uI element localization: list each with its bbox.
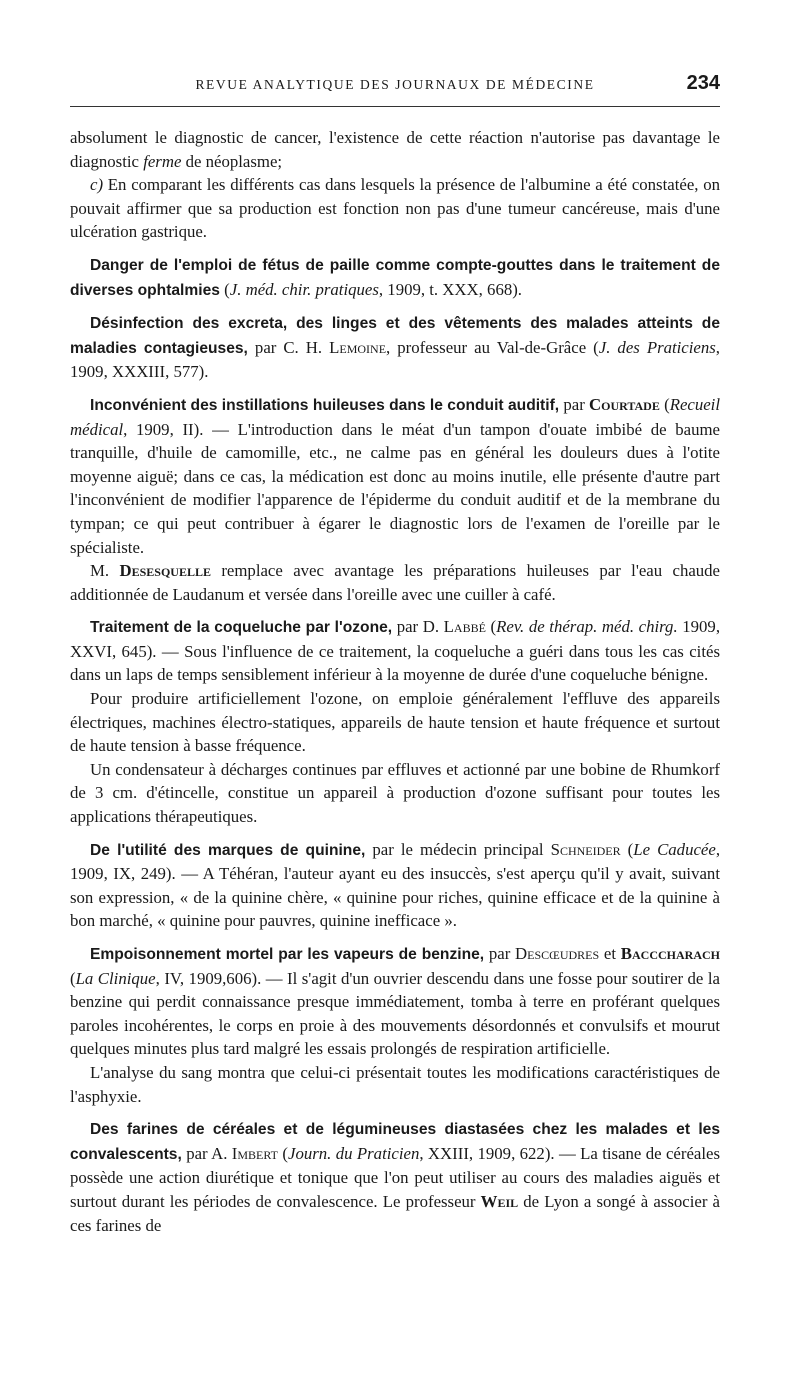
text: par A. [181,1143,232,1163]
text: par [559,394,590,414]
author-name: Labbé [443,617,486,637]
author-name: Descœudres [515,944,600,963]
author-name: Courtade [589,394,660,414]
paragraph-analyse-sang [70,1061,720,1108]
author-name: Lemoine [329,337,387,357]
text: par C. H. [247,337,330,357]
paragraph-point-c [70,173,720,244]
journal-citation: Recueil médical [70,394,720,439]
text: 1909, XXVI, 645). — Sous l'influence de ce traitement, la coqueluche a guéri dans tous les cas cités dans un laps de temps sensiblement inférieur à la moyenne de durée d'une coqueluche bénigne. [70,617,721,685]
text: par le médecin principal [365,839,551,859]
article-benzine [70,942,720,1061]
text: ( [659,394,670,414]
text: L'analyse du sang montra que celui-ci présentait toutes les modifications caractéristiques de l'asphyxie. [70,1062,720,1106]
article-farines-cereales [70,1117,720,1237]
header-rule [70,106,720,107]
author-name: Schneider [550,839,621,859]
author-name: Weil [480,1191,519,1211]
article-body [70,126,720,1237]
author-name: Bacccharach [620,944,720,963]
text: , 1909, t. XXX, 668). [378,279,523,299]
author-name: Imbert [231,1143,279,1163]
text: Un condensateur à décharges continues par effluves et actionné par une bobine de Rhumkorf de 3 cm. d'étincelle, constitue un appareil à production d'ozone suffisant pour toutes les applications thérapeutiques. [70,759,720,827]
text: , 1909, II). — L'introduction dans le méat d'un tampon d'ouate imbibé de baume tranquille, d'huile de camomille, etc., ne calme pas en général les douleurs dues à l'otite moyenne aiguë; dans ce cas, la médication est donc au moins inutile, elle présente d'autre part l'inconvénient de modifier l'apparence de l'épiderme du conduit auditif et de la membrane du tympan; ce qui peut contribuer à égarer le diagnostic lors de l'examen de l'oreille par le spécialiste. [70,419,720,557]
article-heading: Des farines de céréales et de légumineuses diastasées chez les malades et les convalescents, [70,1121,720,1163]
text: absolument le diagnostic de cancer, l'existence de cette réaction n'autorise pas davantage le diagnostic [70,128,720,171]
article-coqueluche-ozone [70,615,720,687]
text: par [484,944,516,963]
text: et [599,944,621,963]
article-heading: Danger de l'emploi de fétus de paille comme compte-gouttes dans le traitement de diverses ophtalmies [70,256,720,299]
text: ( [278,1143,288,1163]
journal-citation: Le Caducée [633,839,716,859]
text: ( [485,617,497,637]
text: , IV, 1909,606). — Il s'agit d'un ouvrier descendu dans une fosse pour soutirer de la benzine qui perdit connaissance presque immédiatement, tomba à terre en proférant quelques paroles incohérentes, le corps en proie à des mouvements désordonnés et convulsifs et mourut quelques minutes plus tard malgré les essais prolongés de respiration artificielle. [70,968,720,1059]
text: ( [219,279,230,299]
running-head [70,74,720,98]
text: M. [90,561,120,581]
article-marques-quinine [70,838,720,933]
text: , 1909, XXXIII, 577). [70,337,720,382]
article-heading: Empoisonnement mortel par les vapeurs de benzine, [90,946,485,963]
text: En comparant les différents cas dans lesquels la présence de l'albumine a été constatée, on pouvait affirmer que sa production est fonction non pas d'une tumeur cancéreuse, mais d'une ulcération gastrique. [70,175,720,242]
page-number: 234 [686,72,720,94]
text: par D. [392,617,444,637]
article-heading: De l'utilité des marques de quinine, [90,841,366,859]
running-title: REVUE ANALYTIQUE DES JOURNAUX DE MÉDECINE [195,77,595,92]
journal-citation: Journ. du Praticien [288,1143,420,1163]
text: remplace avec avantage les préparations huileuses par l'eau chaude additionnée de Laudanum et versée dans l'oreille avec une cuiller à café. [70,561,721,604]
text: , 1909, IX, 249). — A Téhéran, l'auteur ayant eu des insuccès, s'est aperçu qu'il y avait, suivant son expression, « de la quinine chère, « quinine pour riches, quinine efficace et de la quinine à bon marché, « quinine pour pauvres, quinine inefficace ». [70,839,721,931]
text: de Lyon a songé à associer à ces farines de [70,1191,721,1235]
text: ( [70,968,76,988]
paragraph-condensateur [70,758,720,829]
text: de néoplasme; [181,151,283,171]
paragraph-continuation [70,126,720,173]
journal-citation: La Clinique [75,968,156,988]
journal-citation: J. méd. chir. pratiques [229,279,379,299]
list-marker: c) [90,175,104,195]
journal-citation: J. des Praticiens [598,337,716,357]
article-instillations-huileuses [70,393,720,559]
article-fetus-paille [70,253,720,302]
article-desinfection [70,311,720,384]
text: ( [620,839,634,859]
journal-citation: Rev. de thérap. méd. chirg. [496,617,678,637]
paragraph-ozone-production [70,687,720,758]
paragraph-desesquelle [70,559,720,606]
italic-term: ferme [143,151,182,171]
article-heading: Traitement de la coqueluche par l'ozone, [90,619,393,637]
text: , professeur au Val-de-Grâce ( [386,337,599,357]
author-name: Desesquelle [119,561,211,581]
text: , XXIII, 1909, 622). — La tisane de céréales possède une action diurétique et tonique que l'on peut utiliser au cours des maladies aiguës et surtout durant les périodes de convalescence. Le professeur [70,1143,720,1211]
article-heading: Inconvénient des instillations huileuses dans le conduit auditif, [90,396,560,414]
article-heading: Désinfection des excreta, des linges et des vêtements des malades atteints de maladies contagieuses, [70,315,720,357]
text: Pour produire artificiellement l'ozone, on emploie généralement l'effluve des appareils électriques, machines électro-statiques, appareils de haute tension et haute fréquence et surtout de haute tension à basse fréquence. [70,689,720,756]
